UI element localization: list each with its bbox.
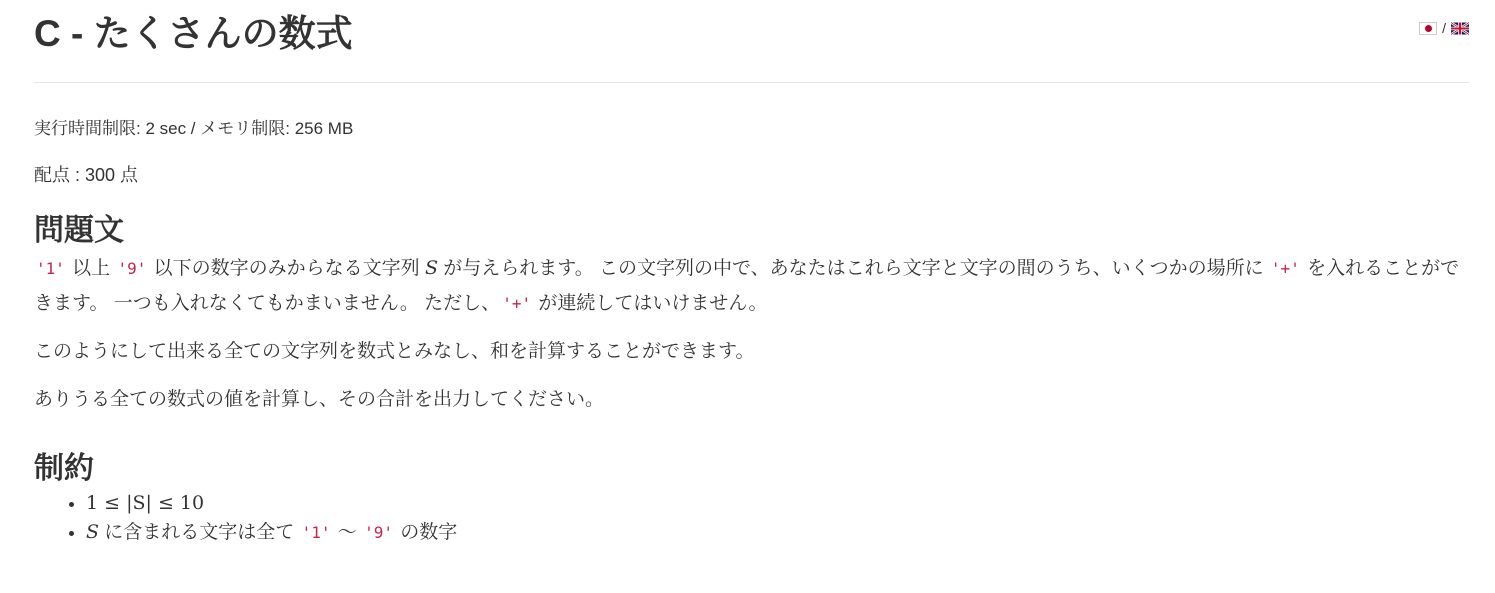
constraints-list (34, 489, 1469, 547)
text-segment: ～ (332, 522, 363, 543)
list-item (86, 489, 1469, 518)
text-segment: が与えられます。 この文字列の中で、あなたはこれら文字と文字の間のうち、いくつかの場所に (437, 258, 1269, 279)
math-variable: S (424, 257, 438, 279)
text-segment: を入れることができます。 一つも入れなくてもかまいません。 ただし、 (34, 258, 1460, 314)
problem-paragraph-3: ありうる全ての数式の値を計算し、その合計を出力してください。 (34, 389, 605, 410)
code-literal: '9' (364, 523, 393, 542)
time-memory-limit: 実行時間制限: 2 sec / メモリ制限: 256 MB (34, 119, 354, 138)
constraints-heading: 制約 (34, 452, 94, 485)
text-segment: 以上 (66, 258, 116, 279)
text-segment: に含まれる文字は全て (99, 522, 300, 543)
code-literal: '1' (36, 259, 65, 278)
uk-flag-icon[interactable] (1451, 22, 1469, 35)
text-segment: の数字 (394, 522, 458, 543)
math-variable: S (86, 521, 100, 543)
code-literal: '+' (1270, 259, 1300, 278)
page-title: C - たくさんの数式 (34, 13, 353, 54)
code-literal: '+' (502, 294, 532, 313)
japan-flag-icon[interactable] (1419, 22, 1437, 35)
problem-statement-section (34, 211, 1469, 417)
constraints-section (34, 449, 1469, 547)
problem-paragraph-1 (34, 251, 1469, 321)
text-segment: が連続してはいけません。 (533, 293, 768, 314)
constraint-length: 1 ≤ |S| ≤ 10 (86, 492, 205, 514)
code-literal: '9' (117, 259, 147, 278)
score: 配点 : 300 点 (34, 165, 139, 185)
header (34, 0, 1469, 83)
problem-heading: 問題文 (34, 214, 124, 247)
language-separator: / (1442, 20, 1446, 36)
code-literal: '1' (301, 523, 331, 542)
list-item (86, 518, 1469, 547)
problem-paragraph-2: このようにして出来る全ての文字列を数式とみなし、和を計算することができます。 (34, 341, 755, 362)
language-switcher (1419, 20, 1469, 36)
text-segment: 以下の数字のみからなる文字列 (148, 258, 425, 279)
